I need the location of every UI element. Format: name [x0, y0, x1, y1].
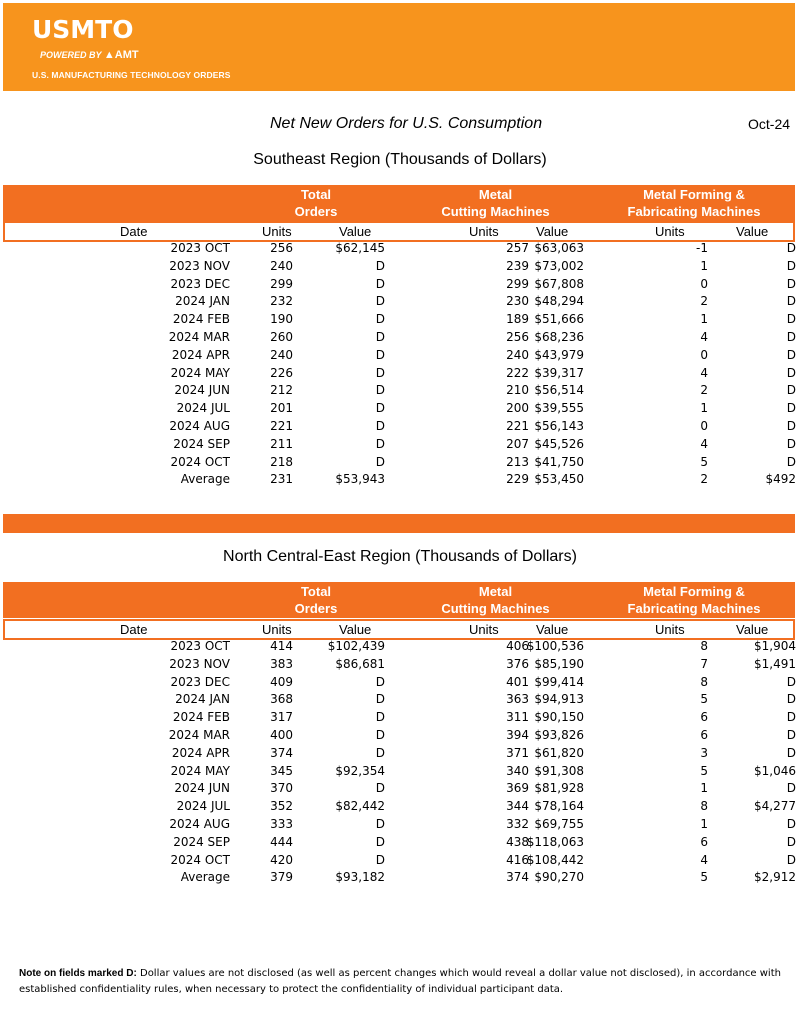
cell-cutting-units: 240 [506, 347, 529, 362]
table-row [0, 834, 800, 852]
cell-forming-value: D [786, 329, 796, 344]
cell-forming-units: 8 [700, 639, 708, 653]
cell-date: Average [180, 870, 230, 885]
cell-cutting-units: 221 [506, 418, 529, 433]
cell-total-units: 201 [270, 401, 293, 416]
col-cutting-units: Units [469, 622, 499, 637]
cell-date: 2024 SEP [173, 834, 230, 849]
column-group-header [3, 582, 795, 618]
cell-cutting-value: $78,164 [534, 799, 584, 814]
cell-cutting-value: $67,808 [534, 276, 584, 291]
cell-cutting-units: 344 [506, 799, 529, 814]
cell-cutting-units: 401 [506, 674, 529, 689]
cell-forming-units: 0 [700, 418, 708, 433]
column-header-row [3, 221, 795, 242]
cell-forming-value: D [786, 276, 796, 291]
cell-cutting-units: 376 [506, 656, 529, 671]
col-total-value: Value [339, 224, 372, 239]
cell-total-units: 299 [270, 276, 293, 291]
cell-cutting-units: 230 [506, 294, 529, 309]
col-cutting-value: Value [536, 622, 569, 637]
cell-cutting-value: $69,755 [534, 816, 584, 831]
table-row [0, 400, 800, 418]
cell-forming-units: 0 [700, 347, 708, 362]
southeast-table-body [0, 240, 800, 489]
col-forming-value: Value [736, 622, 769, 637]
cell-cutting-units: 200 [506, 401, 529, 416]
cell-total-units: 240 [270, 258, 293, 273]
table-row [0, 258, 800, 276]
table-row [0, 674, 800, 692]
cell-forming-value: $492 [765, 472, 796, 487]
cell-total-units: 374 [270, 745, 293, 760]
table-row [0, 276, 800, 294]
cell-forming-value: D [786, 816, 796, 831]
report-date: Oct-24 [748, 116, 791, 132]
cell-forming-units: 4 [700, 852, 708, 867]
cell-forming-units: 2 [700, 383, 708, 398]
cell-forming-units: 5 [700, 870, 708, 885]
cell-forming-units: 0 [700, 276, 708, 291]
cell-date: 2024 APR [171, 347, 230, 362]
cell-forming-value: D [786, 312, 796, 327]
table-row [0, 656, 800, 674]
table-row [0, 454, 800, 472]
cell-forming-units: 1 [700, 816, 708, 831]
table-row [0, 763, 800, 781]
cell-forming-value: D [786, 781, 796, 796]
cell-cutting-value: $90,270 [534, 870, 584, 885]
cell-cutting-value: $91,308 [534, 763, 584, 778]
cell-forming-value: D [786, 241, 796, 255]
table-row [0, 347, 800, 365]
cell-forming-units: 7 [700, 656, 708, 671]
cell-date: 2024 JAN [175, 294, 230, 309]
col-total-units: Units [262, 622, 292, 637]
col-forming-units: Units [655, 622, 685, 637]
powered-by-amt [40, 49, 139, 61]
amt-logo-text: ▲AMT [103, 49, 139, 61]
cell-forming-value: D [786, 454, 796, 469]
cell-total-value: $102,439 [327, 639, 385, 653]
footnote-label: Note on fields marked D: [19, 968, 137, 979]
cell-cutting-value: $81,928 [534, 781, 584, 796]
table-row [0, 780, 800, 798]
col-forming-value: Value [736, 224, 769, 239]
cell-forming-units: 4 [700, 365, 708, 380]
cell-total-value: $93,182 [335, 870, 385, 885]
cell-date: 2024 APR [171, 745, 230, 760]
cell-total-value: D [375, 401, 385, 416]
column-group-header [3, 185, 795, 221]
cell-forming-units: 6 [700, 710, 708, 725]
cell-cutting-value: $94,913 [534, 692, 584, 707]
group-metal-forming: Metal Forming & Fabricating Machines [627, 187, 761, 219]
cell-forming-value: D [786, 745, 796, 760]
cell-total-units: 226 [270, 365, 293, 380]
cell-cutting-value: $68,236 [534, 329, 584, 344]
cell-date: 2024 MAR [168, 329, 230, 344]
col-total-units: Units [262, 224, 292, 239]
cell-forming-value: $1,046 [754, 763, 796, 778]
footnote-text: Dollar values are not disclosed (as well as percent changes which would reveal a dollar value not disclosed), in accordance with established confidentiality rules, when necessary to protect the confidentiality of individual participant data. [19, 968, 781, 995]
group-total-orders: Total Orders [294, 584, 338, 616]
column-header-row [3, 619, 795, 640]
cell-cutting-units: 416 [506, 852, 529, 867]
cell-forming-value: D [786, 365, 796, 380]
cell-total-value: $62,145 [335, 241, 385, 255]
table-row [0, 709, 800, 727]
cell-cutting-units: 213 [506, 454, 529, 469]
cell-forming-units: 2 [700, 472, 708, 487]
cell-cutting-units: 239 [506, 258, 529, 273]
cell-date: 2024 FEB [172, 710, 230, 725]
cell-forming-value: D [786, 727, 796, 742]
col-date: Date [120, 224, 148, 239]
cell-date: 2024 AUG [169, 418, 230, 433]
brand-banner [3, 3, 795, 91]
cell-forming-value: D [786, 674, 796, 689]
north-central-east-table-body [0, 638, 800, 887]
cell-forming-units: 5 [700, 454, 708, 469]
average-row [0, 471, 800, 489]
cell-forming-value: D [786, 294, 796, 309]
cell-cutting-value: $48,294 [534, 294, 584, 309]
cell-total-value: $92,354 [335, 763, 385, 778]
cell-cutting-value: $93,826 [534, 727, 584, 742]
cell-cutting-value: $43,979 [534, 347, 584, 362]
group-metal-cutting: Metal Cutting Machines [441, 187, 550, 219]
cell-total-units: 212 [270, 383, 293, 398]
cell-forming-units: 4 [700, 436, 708, 451]
group-total-orders: Total Orders [294, 187, 338, 219]
cell-total-value: $86,681 [335, 656, 385, 671]
cell-forming-units: 5 [700, 692, 708, 707]
cell-total-units: 256 [270, 241, 293, 255]
cell-cutting-units: 369 [506, 781, 529, 796]
cell-date: 2024 JUN [174, 781, 230, 796]
cell-total-value: D [375, 816, 385, 831]
cell-total-value: D [375, 454, 385, 469]
cell-date: Average [180, 472, 230, 487]
cell-cutting-units: 363 [506, 692, 529, 707]
cell-total-value: D [375, 727, 385, 742]
cell-forming-units: 8 [700, 799, 708, 814]
cell-date: 2023 NOV [169, 258, 230, 273]
region-title-north-central-east: North Central-East Region (Thousands of Dollars) [223, 548, 577, 565]
usmto-logo: USMTO [32, 15, 134, 44]
cell-date: 2024 OCT [170, 852, 230, 867]
cell-total-value: $82,442 [335, 799, 385, 814]
cell-forming-units: 2 [700, 294, 708, 309]
cell-forming-units: 1 [700, 312, 708, 327]
cell-cutting-value: $85,190 [534, 656, 584, 671]
cell-total-value: D [375, 674, 385, 689]
cell-cutting-units: 394 [506, 727, 529, 742]
cell-cutting-units: 257 [506, 241, 529, 255]
cell-date: 2024 MAY [170, 763, 230, 778]
cell-total-units: 221 [270, 418, 293, 433]
cell-forming-value: D [786, 258, 796, 273]
cell-cutting-units: 311 [506, 710, 529, 725]
cell-date: 2024 OCT [170, 454, 230, 469]
table-row [0, 727, 800, 745]
region-title-southeast: Southeast Region (Thousands of Dollars) [253, 151, 547, 168]
col-total-value: Value [339, 622, 372, 637]
cell-total-value: D [375, 418, 385, 433]
cell-date: 2024 SEP [173, 436, 230, 451]
cell-forming-units: 3 [700, 745, 708, 760]
cell-forming-units: 6 [700, 834, 708, 849]
cell-total-value: D [375, 745, 385, 760]
cell-total-value: D [375, 365, 385, 380]
table-row [0, 329, 800, 347]
section-divider [3, 514, 795, 533]
cell-cutting-units: 299 [506, 276, 529, 291]
cell-total-units: 317 [270, 710, 293, 725]
cell-total-units: 352 [270, 799, 293, 814]
cell-total-units: 232 [270, 294, 293, 309]
cell-total-units: 400 [270, 727, 293, 742]
table-row [0, 691, 800, 709]
cell-total-value: D [375, 781, 385, 796]
table-row [0, 638, 800, 656]
cell-cutting-value: $56,143 [534, 418, 584, 433]
cell-total-units: 345 [270, 763, 293, 778]
cell-cutting-units: 222 [506, 365, 529, 380]
cell-cutting-units: 340 [506, 763, 529, 778]
cell-cutting-value: $51,666 [534, 312, 584, 327]
cell-total-value: D [375, 312, 385, 327]
cell-cutting-value: $41,750 [534, 454, 584, 469]
cell-date: 2023 OCT [170, 639, 230, 653]
cell-date: 2023 OCT [170, 241, 230, 255]
cell-total-units: 211 [270, 436, 293, 451]
cell-total-units: 260 [270, 329, 293, 344]
group-metal-cutting: Metal Cutting Machines [441, 584, 550, 616]
cell-cutting-value: $73,002 [534, 258, 584, 273]
cell-cutting-value: $56,514 [534, 383, 584, 398]
cell-forming-value: D [786, 401, 796, 416]
cell-cutting-units: 229 [506, 472, 529, 487]
cell-cutting-value: $39,317 [534, 365, 584, 380]
cell-cutting-value: $63,063 [534, 241, 584, 255]
cell-cutting-value: $99,414 [534, 674, 584, 689]
cell-date: 2023 DEC [170, 276, 230, 291]
report-title: Net New Orders for U.S. Consumption [270, 115, 543, 132]
cell-forming-value: $2,912 [754, 870, 796, 885]
cell-forming-value: $1,491 [754, 656, 796, 671]
cell-forming-value: $4,277 [754, 799, 796, 814]
cell-total-value: D [375, 294, 385, 309]
cell-forming-value: D [786, 834, 796, 849]
cell-date: 2023 NOV [169, 656, 230, 671]
cell-date: 2024 JAN [175, 692, 230, 707]
table-row [0, 293, 800, 311]
cell-forming-units: 1 [700, 781, 708, 796]
cell-cutting-units: 332 [506, 816, 529, 831]
table-row [0, 852, 800, 870]
cell-total-value: D [375, 347, 385, 362]
cell-forming-units: 6 [700, 727, 708, 742]
footnote [19, 966, 789, 998]
cell-forming-units: 5 [700, 763, 708, 778]
brand-tagline: U.S. MANUFACTURING TECHNOLOGY ORDERS [32, 70, 231, 80]
cell-forming-value: D [786, 418, 796, 433]
cell-total-units: 218 [270, 454, 293, 469]
col-forming-units: Units [655, 224, 685, 239]
cell-total-units: 333 [270, 816, 293, 831]
cell-total-units: 190 [270, 312, 293, 327]
cell-total-value: D [375, 276, 385, 291]
cell-cutting-units: 207 [506, 436, 529, 451]
cell-cutting-value: $61,820 [534, 745, 584, 760]
cell-forming-value: $1,904 [754, 639, 796, 653]
cell-date: 2024 MAR [168, 727, 230, 742]
cell-forming-units: 1 [700, 401, 708, 416]
table-row [0, 436, 800, 454]
cell-date: 2024 MAY [170, 365, 230, 380]
cell-total-units: 368 [270, 692, 293, 707]
table-row [0, 365, 800, 383]
cell-cutting-value: $45,526 [534, 436, 584, 451]
cell-total-units: 240 [270, 347, 293, 362]
cell-cutting-units: 438 [506, 834, 529, 849]
cell-total-value: D [375, 329, 385, 344]
cell-total-value: D [375, 383, 385, 398]
cell-total-units: 379 [270, 870, 293, 885]
group-metal-forming: Metal Forming & Fabricating Machines [627, 584, 761, 616]
table-row [0, 311, 800, 329]
cell-forming-value: D [786, 347, 796, 362]
cell-forming-value: D [786, 436, 796, 451]
col-cutting-units: Units [469, 224, 499, 239]
cell-forming-value: D [786, 692, 796, 707]
cell-total-value: D [375, 258, 385, 273]
cell-total-value: D [375, 436, 385, 451]
cell-total-value: D [375, 710, 385, 725]
cell-cutting-units: 189 [506, 312, 529, 327]
cell-total-units: 444 [270, 834, 293, 849]
cell-total-value: D [375, 852, 385, 867]
cell-total-units: 414 [270, 639, 293, 653]
cell-total-units: 409 [270, 674, 293, 689]
cell-total-units: 420 [270, 852, 293, 867]
cell-cutting-value: $108,442 [526, 852, 584, 867]
powered-by-label: POWERED BY [40, 50, 102, 60]
cell-date: 2024 FEB [172, 312, 230, 327]
cell-cutting-value: $53,450 [534, 472, 584, 487]
table-row [0, 382, 800, 400]
cell-forming-units: 1 [700, 258, 708, 273]
cell-date: 2024 AUG [169, 816, 230, 831]
cell-forming-units: 4 [700, 329, 708, 344]
cell-forming-value: D [786, 383, 796, 398]
cell-date: 2024 JUN [174, 383, 230, 398]
cell-cutting-units: 374 [506, 870, 529, 885]
col-cutting-value: Value [536, 224, 569, 239]
cell-total-units: 370 [270, 781, 293, 796]
cell-forming-units: -1 [696, 241, 708, 255]
table-row [0, 745, 800, 763]
cell-date: 2023 DEC [170, 674, 230, 689]
cell-cutting-units: 256 [506, 329, 529, 344]
col-date: Date [120, 622, 148, 637]
cell-date: 2024 JUL [176, 401, 230, 416]
table-row [0, 240, 800, 258]
average-row [0, 869, 800, 887]
cell-forming-units: 8 [700, 674, 708, 689]
cell-total-value: D [375, 692, 385, 707]
cell-cutting-units: 406 [506, 639, 529, 653]
table-row [0, 816, 800, 834]
table-row [0, 418, 800, 436]
cell-cutting-value: $118,063 [526, 834, 584, 849]
cell-cutting-units: 210 [506, 383, 529, 398]
cell-cutting-units: 371 [506, 745, 529, 760]
cell-date: 2024 JUL [176, 799, 230, 814]
cell-total-value: D [375, 834, 385, 849]
cell-forming-value: D [786, 710, 796, 725]
table-row [0, 798, 800, 816]
cell-cutting-value: $90,150 [534, 710, 584, 725]
cell-total-units: 231 [270, 472, 293, 487]
cell-total-value: $53,943 [335, 472, 385, 487]
cell-cutting-value: $100,536 [526, 639, 584, 653]
cell-total-units: 383 [270, 656, 293, 671]
cell-forming-value: D [786, 852, 796, 867]
cell-cutting-value: $39,555 [534, 401, 584, 416]
